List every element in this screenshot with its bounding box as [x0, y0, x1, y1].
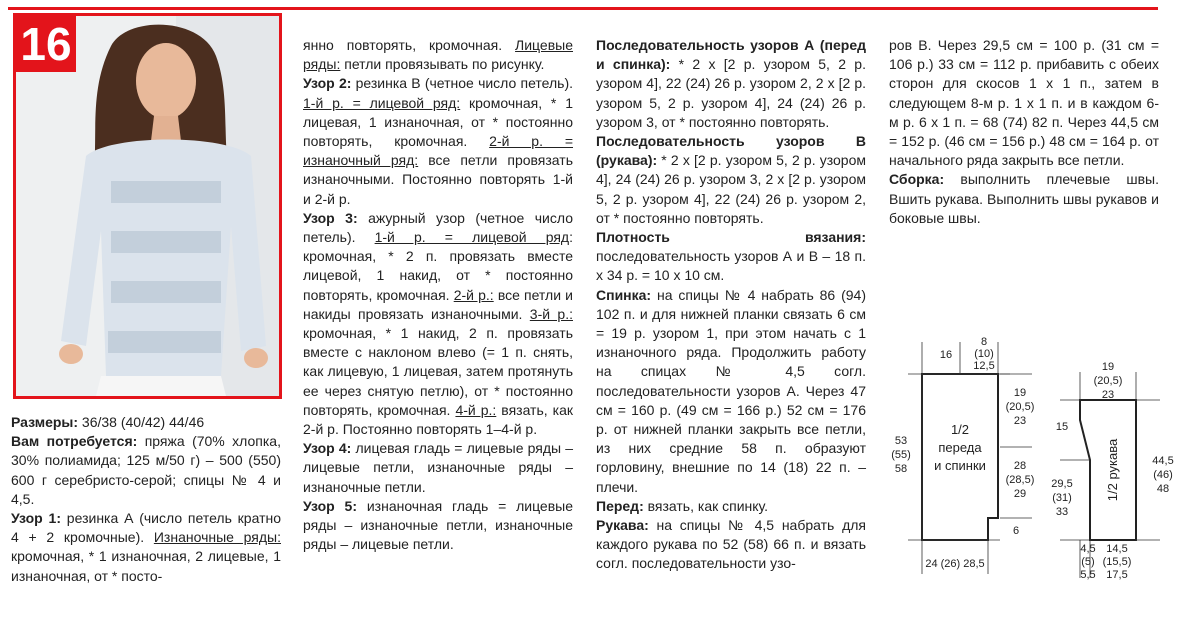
dim-length-c: 58 [894, 463, 908, 475]
pattern-3-row-1: 1-й р. = лицевой ряд [374, 229, 570, 246]
pattern-2-text-3: все петли провязать изнаночными. Постоянно повторять 1-й и 2-й р. [303, 152, 573, 207]
sleeve-dimension-lines [1060, 372, 1160, 578]
dim-armhole-a: 19 [1013, 387, 1027, 399]
dim-shoulder-a: 8 [980, 336, 988, 348]
sleeve-total-c: 48 [1156, 483, 1170, 495]
materials-label: Вам потребуется: [11, 433, 138, 450]
sleeve-total-a: 44,5 [1152, 455, 1174, 467]
pattern-2-text: резинка В (четное число петель). [351, 75, 573, 92]
pattern-3-text-4: кромочная, * 1 накид, 2 п. провязать вместе с наклоном влево (= 1 п. снять, как лицевую, 1 лицевая, затем протянуть ее через снятую петлю), от * постоянно повторять, кромочная. [303, 325, 573, 418]
pattern-1-text-2: кромочная, * 1 изнаночная, 2 лицевые, 1 изнаночная, от * посто- [11, 548, 281, 584]
sizes-text: 36/38 (40/42) 44/46 [78, 414, 205, 430]
body-label-2: переда [938, 440, 982, 455]
sleeve-cuff-b: (15,5) [1102, 556, 1132, 568]
pattern-3-row-3: 3-й р.: [529, 305, 573, 322]
top-rule [8, 7, 1158, 10]
dim-width: 24 (26) 28,5 [925, 558, 985, 570]
pattern-3-row-4: 4-й р.: [455, 401, 497, 418]
pattern-3-text-3: все петли и накиды провязать изнаночными. [303, 286, 573, 322]
pattern-2-row-2: 2-й р. = изнаночный ряд: [303, 133, 573, 169]
sleeves-text: на спицы № 4,5 набрать для каждого рукава по 52 (58) 66 п. и вязать согл. последовательности узо- [596, 517, 866, 572]
pattern-5-label: Узор 5: [303, 497, 358, 514]
pattern-2-row-1: 1-й р. = лицевой ряд: [303, 94, 461, 111]
dim-side-b: (28,5) [1005, 474, 1035, 486]
sleeve-cuff-c: 17,5 [1106, 569, 1128, 581]
pattern-1-text: резинка А (число петель кратно 4 + 2 кромочные). [11, 510, 281, 546]
sleeve-offset-c: 5,5 [1080, 569, 1096, 581]
sequence-a-label: Последовательность узоров А (перед и спинка): [596, 37, 866, 73]
dim-length-b: (55) [891, 449, 911, 461]
pattern-1-label: Узор 1: [11, 510, 61, 527]
dim-side-a: 28 [1013, 460, 1027, 472]
pattern-5-text: изнаночная гладь = лицевые ряды – изнаночные петли, изнаночные ряды – лицевые петли. [303, 497, 573, 553]
sleeve-schematic [1080, 400, 1136, 540]
column-4 [889, 36, 1159, 228]
body-dimension-lines [908, 342, 1032, 574]
assembly-label: Сборка: [889, 171, 945, 188]
sleeve-length-b: (31) [1052, 492, 1072, 504]
pattern-3-text: ажурный узор (четное число петель). [303, 209, 573, 246]
materials-text: пряжа (70% хлопка, 30% полиамида; 125 м/50 г) – 500 (550) 600 г серебристо-серой; спицы № 4 и 4,5. [11, 433, 281, 507]
column-3 [596, 36, 866, 574]
face-rows-label: Лицевые ряды: [303, 37, 573, 73]
pattern-4-text: лицевая гладь = лицевые ряды – лицевые петли, изнаночные ряды – изнаночные петли. [303, 440, 573, 495]
sleeve-offset-a: 4,5 [1080, 543, 1096, 555]
body-schematic [922, 374, 998, 540]
front-text: вязать, как спинку. [643, 497, 769, 514]
back-text: на спицы № 4 набрать 86 (94) 102 п. и для нижней планки связать 6 см = 19 р. узором 1, при этом начать с 1 изнаночного ряда. Продолжить работу на спицах № 4,5 согл. последовательности узоров А. Через 47 см = 160 р. (49 см = 166 р.) 52 см = 176 р. от нижней планки закрыть все петли, из них средние 58 п. образуют горловину, внешние по 14 (18) 22 п. – плечи. [596, 286, 866, 495]
sequence-a-text: * 2 x [2 р. узором 5, 2 р. узором 4], 22 (24) 26 р. узором 2, 2 x [2 р. узором 5, 2 р. узором 4], 24 (24) 26 р. узором 3, от * постоянно повторять. [596, 56, 866, 130]
sleeve-label: 1/2 рукава [1105, 438, 1120, 502]
sequence-b-text: * 2 x [2 р. узором 5, 2 р. узором 4], 24 (24) 26 р. узором 3, 2 x [2 р. узором 5, 2 р. узором 4], 22 (24) 26 р. узором 2, от * постоянно повторять. [596, 152, 866, 226]
dim-side-c: 29 [1013, 488, 1027, 500]
sleeve-total-b: (46) [1153, 469, 1173, 481]
sleeve-cuff-a: 14,5 [1106, 543, 1128, 555]
pattern-2-label: Узор 2: [303, 75, 352, 92]
dim-armhole-b: (20,5) [1005, 401, 1035, 413]
pattern-3-text-5: вязать, как 2-й р. Постоянно повторять 1–4-й р. [303, 401, 573, 438]
pattern-number-badge: 16 [16, 16, 76, 72]
gauge-text: последовательность узоров А и В – 18 п. x 34 р. = 10 x 10 см. [596, 248, 866, 284]
front-label: Перед: [596, 497, 644, 514]
sizes-label: Размеры: [11, 414, 79, 430]
pattern-3-row-2: 2-й р.: [453, 286, 494, 303]
sleeve-top-a: 19 [1101, 361, 1115, 373]
dim-band: 6 [1012, 525, 1020, 537]
dim-shoulder-b: (10) [974, 348, 994, 360]
sleeve-length-a: 29,5 [1051, 478, 1073, 490]
dim-shoulder-c: 12,5 [973, 360, 995, 372]
pattern-4-label: Узор 4: [303, 440, 352, 457]
sleeve-cap-height: 15 [1055, 421, 1069, 433]
pattern-1-row-label: Изнаночные ряды: [153, 529, 281, 546]
body-label-1: 1/2 [950, 422, 970, 437]
sleeve-top-c: 23 [1101, 389, 1115, 401]
pattern-3-label: Узор 3: [303, 209, 358, 226]
assembly-text: выполнить плечевые швы. Вшить рукава. Выполнить швы рукавов и боковые швы. [889, 171, 1159, 226]
body-label-3: и спинки [934, 458, 986, 473]
pattern-2-text-2: кромочная, * 1 лицевая, 1 изнаночная, от * постоянно повторять, кромочная. [303, 94, 573, 150]
gauge-label: Плотность вязания: [596, 229, 866, 246]
column-1 [11, 413, 281, 586]
pattern-3-text-2: : кромочная, * 2 п. провязать вместе лицевой, 1 накид, от * постоянно повторять, кромочная. [303, 229, 573, 303]
column-2 [303, 36, 573, 554]
dim-armhole-c: 23 [1013, 415, 1027, 427]
photo-illustration [16, 16, 279, 396]
continuation-text: янно повторять, кромочная. [303, 37, 516, 53]
sleeve-offset-b: (5) [1081, 556, 1095, 568]
continuation-text-2: петли провязывать по рисунку. [340, 56, 545, 73]
back-label: Спинка: [596, 286, 652, 303]
sleeves-text-continued: ров В. Через 29,5 см = 100 р. (31 см = 106 р.) 33 см = 112 р. прибавить с обеих сторон для скосов 1 x 1 п., затем в следующем 8-м р. 1 x 1 п. и в каждом 6-м р. 6 x 1 п. = 68 (74) 82 п. Через 44,5 см = 152 р. (46 см = 156 р.) 48 см = 164 р. от начального ряда закрыть все петли. [889, 37, 1159, 169]
sleeve-top-b: (20,5) [1093, 375, 1123, 387]
dim-neck: 16 [939, 349, 953, 361]
model-photo [13, 13, 282, 399]
sequence-b-label: Последовательность узоров В (рукава): [596, 133, 866, 169]
sleeve-length-c: 33 [1055, 506, 1069, 518]
sleeves-label: Рукава: [596, 517, 649, 534]
dim-length-a: 53 [894, 435, 908, 447]
